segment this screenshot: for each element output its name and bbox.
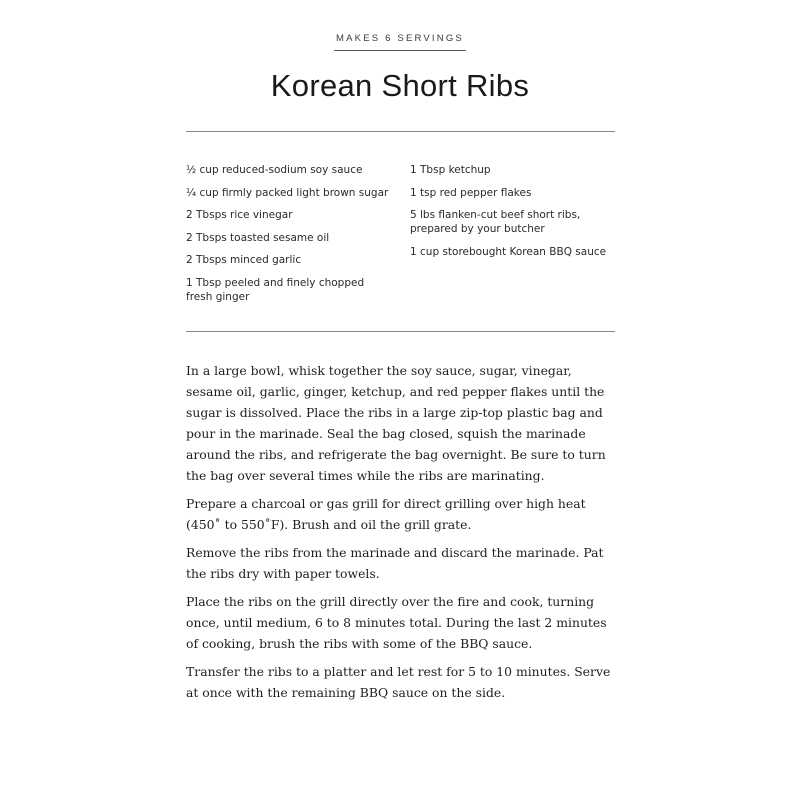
ingredient-item: 1 tsp red pepper flakes (410, 186, 532, 199)
ingredient-item: 2 Tbsps minced garlic (186, 254, 302, 266)
instruction-step: Prepare a charcoal or gas grill for direct grilling over high heat (450˚ to 550˚F). Brush and oil the grill grate. (186, 496, 586, 532)
ingredient-item: ¼ cup firmly packed light brown sugar (186, 186, 389, 199)
ingredients-right-column (410, 163, 616, 267)
ingredients-left-column (186, 163, 391, 312)
top-divider (186, 131, 615, 132)
instruction-step: Place the ribs on the grill directly over the fire and cook, turning once, until medium, 6 to 8 minutes total. During the last 2 minutes of cooking, brush the ribs with some of the BBQ sauce. (186, 594, 607, 651)
ingredient-item: ½ cup reduced-sodium soy sauce (186, 164, 363, 176)
ingredient-item: 2 Tbsps rice vinegar (186, 209, 293, 221)
ingredient-item: 1 Tbsp ketchup (410, 164, 491, 176)
ingredient-item: 2 Tbsps toasted sesame oil (186, 231, 330, 244)
instructions-section (186, 360, 616, 710)
instruction-step: Remove the ribs from the marinade and discard the marinade. Pat the ribs dry with paper towels. (186, 545, 604, 581)
servings-header (0, 28, 800, 51)
servings-label: MAKES 6 SERVINGS (334, 33, 466, 51)
ingredient-item: 1 cup storebought Korean BBQ sauce (410, 245, 607, 258)
bottom-divider (186, 331, 615, 332)
recipe-title: Korean Short Ribs (270, 68, 530, 103)
ingredient-item: 5 lbs flanken-cut beef short ribs, prepared by your butcher (410, 209, 581, 235)
ingredient-item: 1 Tbsp peeled and finely chopped fresh ginger (186, 276, 365, 303)
instruction-step: In a large bowl, whisk together the soy sauce, sugar, vinegar, sesame oil, garlic, ginger, ketchup, and red pepper flakes until the sugar is dissolved. Place the ribs in a large zip-top plastic bag and pour in the marinade. Seal the bag closed, squish the marinade around the ribs, and refrigerate the bag overnight. Be sure to turn the bag over several times while the ribs are marinating. (186, 363, 606, 483)
instruction-step: Transfer the ribs to a platter and let rest for 5 to 10 minutes. Serve at once with the remaining BBQ sauce on the side. (186, 664, 611, 700)
